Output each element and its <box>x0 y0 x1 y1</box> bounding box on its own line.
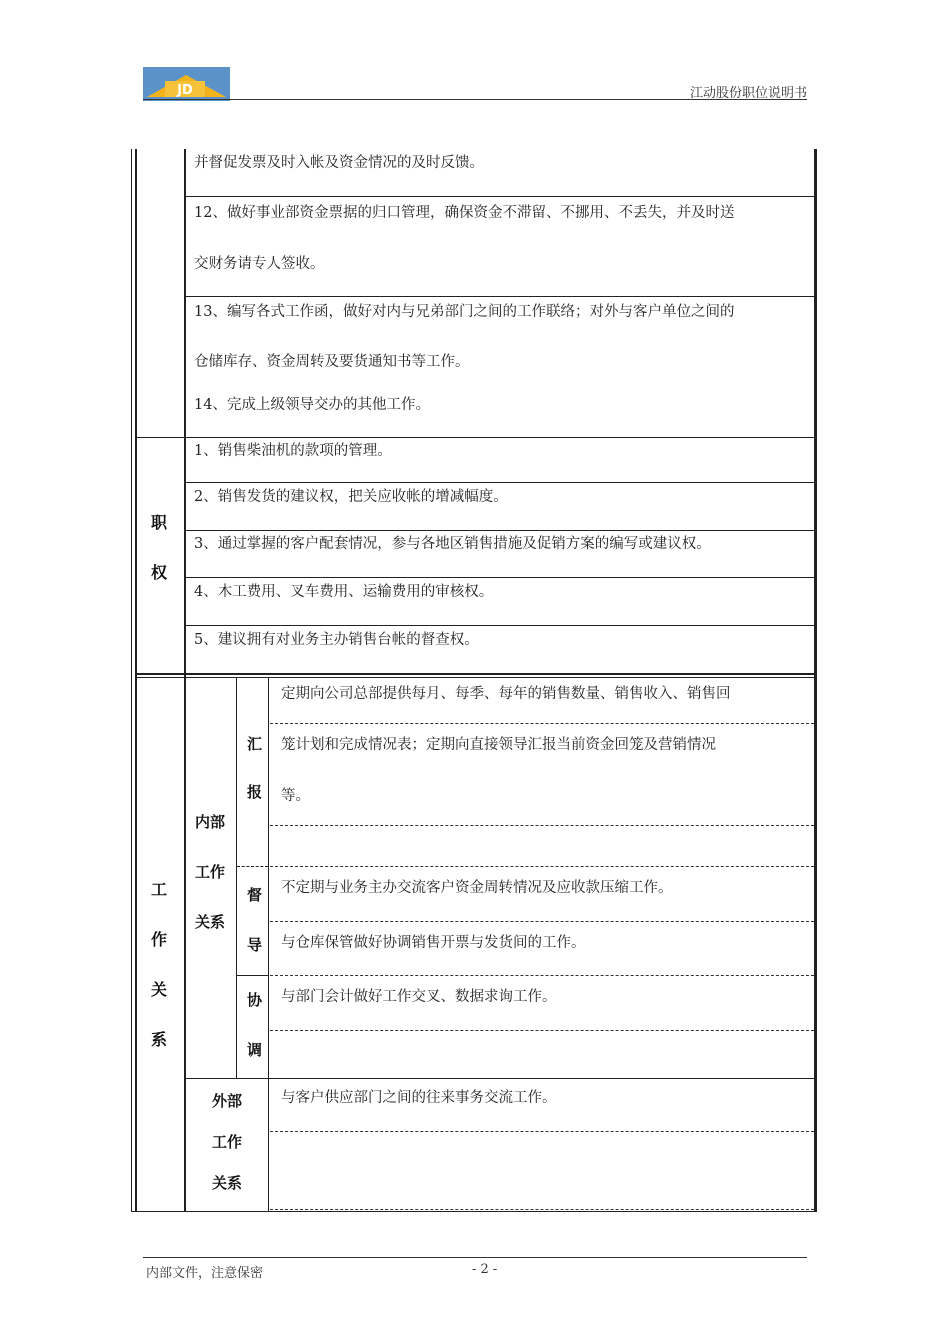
report-line: 等。 <box>281 788 310 804</box>
section-divider <box>136 673 814 675</box>
row-divider <box>186 625 814 626</box>
dashed-line <box>270 975 814 976</box>
supervise-line: 不定期与业务主办交流客户资金周转情况及应收款压缩工作。 <box>281 880 673 896</box>
dashed-line <box>270 921 814 922</box>
dashed-line <box>270 866 814 867</box>
duty-line: 并督促发票及时入帐及资金情况的及时反馈。 <box>194 155 484 171</box>
authority-item: 1、销售柴油机的款项的管理。 <box>194 443 392 459</box>
duty-line: 仓储库存、资金周转及要货通知书等工作。 <box>194 354 470 370</box>
report-line: 笼计划和完成情况表；定期向直接领导汇报当前资金回笼及营销情况 <box>281 737 716 753</box>
relations-label: 系 <box>151 1030 168 1049</box>
internal-relations-label: 工作 <box>195 863 226 881</box>
row-divider <box>186 530 814 531</box>
section-divider <box>136 677 814 678</box>
coordinate-label: 调 <box>247 1041 263 1059</box>
header-title: 江动股份职位说明书 <box>689 86 807 101</box>
header-rule <box>143 99 807 100</box>
row-divider <box>186 482 814 483</box>
authority-item: 3、通过掌握的客户配套情况，参与各地区销售措施及促销方案的编写或建议权。 <box>194 536 711 552</box>
authority-label: 权 <box>151 563 168 582</box>
section-divider <box>136 437 814 438</box>
dashed-line <box>270 1030 814 1031</box>
footer-rule <box>143 1257 807 1258</box>
external-line: 与客户供应部门之间的往来事务交流工作。 <box>281 1090 557 1106</box>
duty-line: 12、做好事业部资金票据的归口管理，确保资金不滞留、不挪用、不丢失，并及时送 <box>194 205 735 221</box>
internal-relations-label: 关系 <box>195 913 226 931</box>
authority-item: 4、木工费用、叉车费用、运输费用的审核权。 <box>194 584 494 600</box>
dashed-line <box>270 1131 814 1132</box>
coordinate-line: 与部门会计做好工作交叉、数据求询工作。 <box>281 989 557 1005</box>
authority-item: 5、建议拥有对业务主办销售台帐的督查权。 <box>194 632 479 648</box>
row-divider <box>186 577 814 578</box>
subgroup-divider <box>237 975 268 976</box>
external-relations-label: 关系 <box>212 1174 243 1192</box>
report-line: 定期向公司总部提供每月、每季、每年的销售数量、销售收入、销售回 <box>281 686 731 702</box>
report-label: 报 <box>247 783 263 801</box>
table-border-left-outer <box>131 149 132 1212</box>
row-divider <box>186 296 814 297</box>
authority-item: 2、销售发货的建议权，把关应收帐的增减幅度。 <box>194 489 508 505</box>
label-column-divider <box>184 149 186 1212</box>
company-logo <box>143 67 230 101</box>
report-label: 汇 <box>247 735 263 753</box>
relations-label: 关 <box>151 980 168 999</box>
supervise-label: 督 <box>247 886 263 904</box>
subgroup-divider <box>237 866 268 867</box>
supervise-label: 导 <box>247 936 263 954</box>
external-relations-label: 工作 <box>212 1133 243 1151</box>
table-border-right <box>814 149 817 1212</box>
duty-line: 交财务请专人签收。 <box>194 256 325 272</box>
duty-line: 13、编写各式工作函，做好对内与兄弟部门之间的工作联络；对外与客户单位之间的 <box>194 304 735 320</box>
table-border-bottom <box>131 1211 817 1212</box>
internal-relations-label: 内部 <box>195 813 226 831</box>
section-divider <box>186 1078 814 1079</box>
authority-label: 职 <box>151 513 168 532</box>
logo-text: JD <box>177 83 193 98</box>
row-divider <box>186 196 814 197</box>
dashed-line <box>270 825 814 826</box>
external-relations-label: 外部 <box>212 1092 243 1110</box>
supervise-line: 与仓库保管做好协调销售开票与发货间的工作。 <box>281 935 586 951</box>
dashed-line <box>270 723 814 724</box>
relations-label: 工 <box>151 880 168 899</box>
content-column-divider <box>268 678 269 1211</box>
page-number: - 2 - <box>472 1262 498 1277</box>
dashed-line <box>270 1209 814 1210</box>
relations-label: 作 <box>151 930 168 949</box>
footer-confidential: 内部文件，注意保密 <box>146 1266 264 1281</box>
table-border-left <box>135 149 137 1212</box>
coordinate-label: 协 <box>247 991 263 1009</box>
internal-subcolumn-divider <box>236 678 237 1078</box>
duty-line: 14、完成上级领导交办的其他工作。 <box>194 397 430 413</box>
